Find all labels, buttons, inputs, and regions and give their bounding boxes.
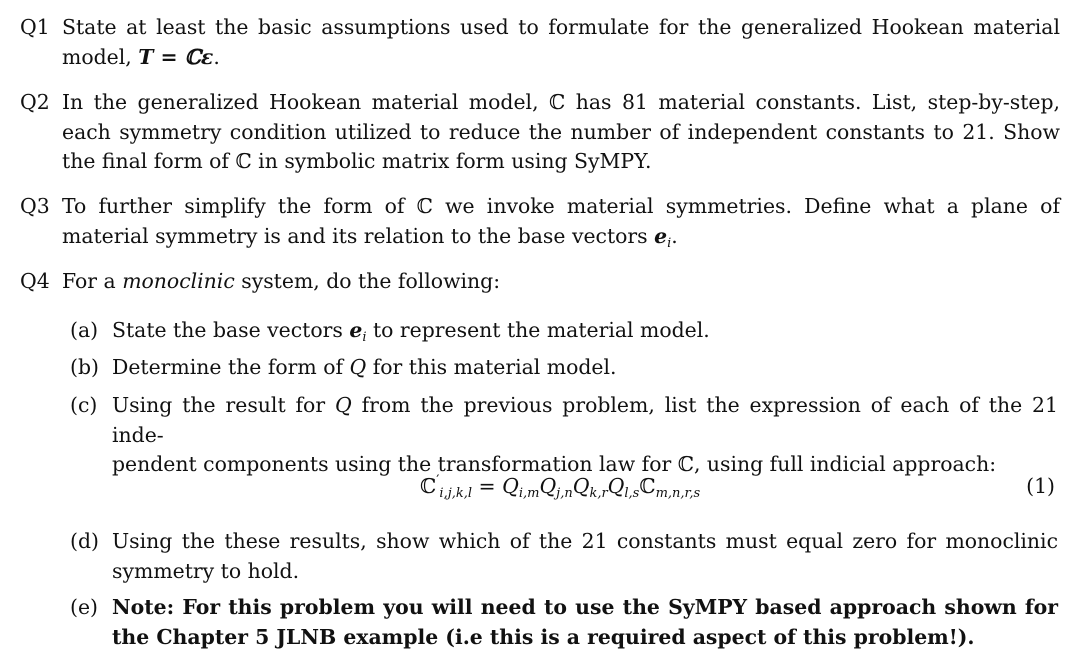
- subpart-note: Note: For this problem you will need to use the SyMPY based approach shown for the Chapter 5 JLNB example (i.e this is a required aspect of this problem!).: [112, 595, 1058, 649]
- emphasis-monoclinic: monoclinic: [122, 269, 235, 293]
- subpart-text: Using the these results, show which of the 21 constants must equal zero for monoclinic symmetry to hold.: [112, 529, 1058, 583]
- question-text: For a monoclinic system, do the following:: [62, 269, 501, 293]
- base-vector-index: i: [667, 235, 672, 251]
- question-text: To further simplify the form of ℂ we invoke material symmetries. Define what a plane of material symmetry is and its relation to the base vectors $e_i$.: [62, 194, 1061, 251]
- question-3: [20, 192, 1060, 251]
- question-4: [20, 267, 1060, 297]
- subpart-line: pendent components using the transformation law for ℂ, using full indicial approach:: [112, 452, 997, 476]
- question-label: Q3: [20, 194, 50, 218]
- question-label: Q4: [20, 269, 50, 293]
- subpart-d: [70, 527, 1058, 586]
- transformation-law: ℂ′$_{i,j,k,l}$ = $Q_{i,m}Q_{j,n}Q_{k,r}Q_{l,s}ℂ_{m,n,r,s}$: [420, 473, 701, 501]
- subpart-text: [112, 391, 1058, 480]
- question-text: State at least the basic assumptions used to formulate for the generalized Hookean material model, T = ℂε.: [62, 15, 1060, 69]
- question-label: Q1: [20, 15, 50, 39]
- subpart-a: [70, 316, 1058, 346]
- question-1: [20, 13, 1060, 72]
- base-vector-symbol: e: [349, 318, 363, 342]
- subpart-c: [70, 391, 1058, 480]
- stiffness-tensor-symbol: ℂ: [549, 90, 566, 114]
- subpart-label: (a): [70, 318, 99, 342]
- stiffness-tensor-symbol: ℂ: [416, 194, 433, 218]
- subpart-text: Determine the form of Q for this material model.: [112, 355, 617, 379]
- question-label: Q2: [20, 90, 50, 114]
- question-text: In the generalized Hookean material model, ℂ has 81 material constants. List, step-by-step, each symmetry condition utilized to reduce the number of independent constants to 21. Show the final form of ℂ in symbolic matrix form using SyMPY.: [62, 90, 1060, 173]
- stiffness-tensor-symbol: ℂ: [677, 452, 694, 476]
- stiffness-tensor-symbol: ℂ: [235, 149, 252, 173]
- rotation-matrix-symbol: Q: [334, 393, 352, 417]
- subpart-label: (b): [70, 355, 99, 379]
- subpart-e: [70, 593, 1058, 652]
- base-vector-symbol: e: [654, 223, 668, 248]
- equation-1: [0, 472, 1075, 504]
- subpart-label: (e): [70, 595, 98, 619]
- subpart-label: (d): [70, 529, 99, 553]
- subpart-line: Using the result for Q from the previous problem, list the expression of each of the 21 inde-: [112, 393, 1059, 447]
- equation-number: (1): [1026, 474, 1055, 498]
- subpart-b: [70, 353, 1058, 383]
- subpart-text: State the base vectors $e_i$ to represent the material model.: [112, 318, 710, 345]
- question-2: [20, 88, 1060, 177]
- base-vector-index: i: [362, 330, 367, 345]
- rotation-matrix-symbol: Q: [349, 355, 367, 379]
- subpart-label: (c): [70, 393, 98, 417]
- constitutive-equation: T = ℂε: [138, 44, 214, 69]
